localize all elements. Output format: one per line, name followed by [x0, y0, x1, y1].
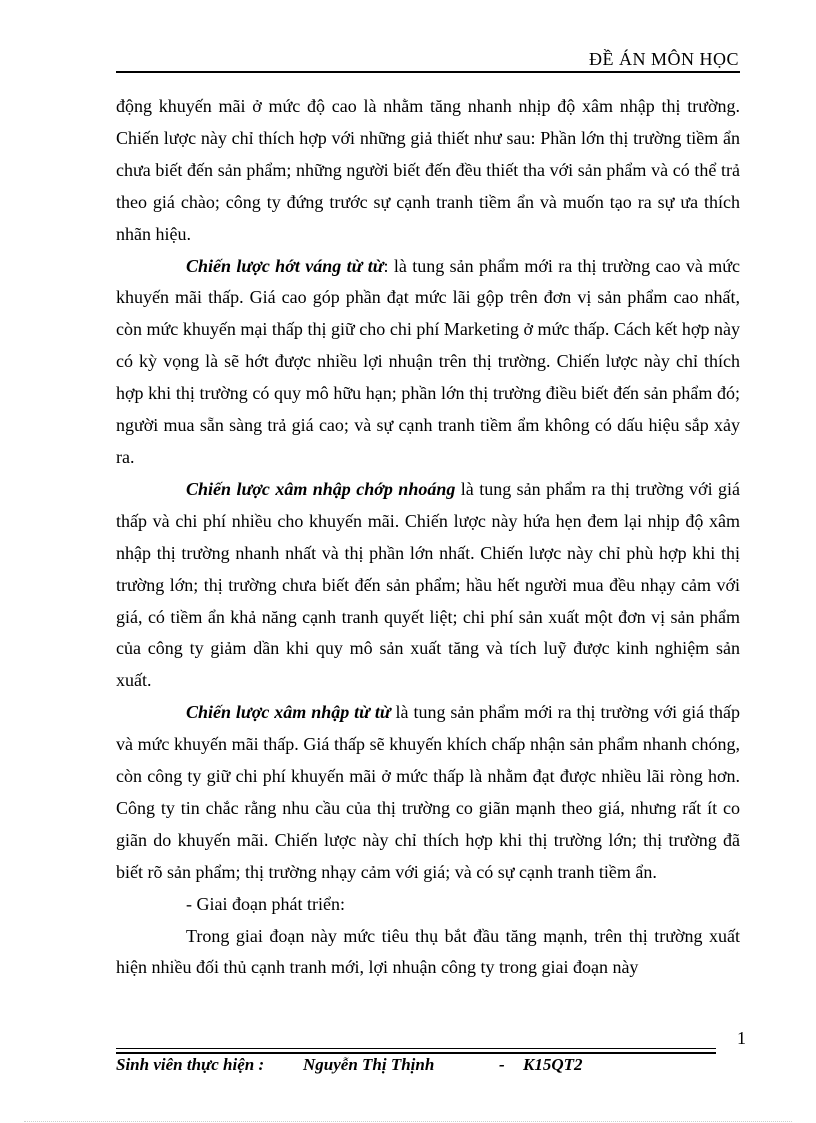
- paragraph: [116, 697, 740, 888]
- strategy-heading: Chiến lược xâm nhập chớp nhoáng: [186, 478, 456, 499]
- student-name: Nguyễn Thị Thịnh: [303, 1055, 435, 1074]
- paragraph: [116, 921, 740, 985]
- paragraph-text: : là tung sản phẩm mới ra thị trường cao và mức khuyến mãi thấp. Giá cao góp phần đạt mức lãi gộp trên đơn vị sản phẩm cao nhất, còn mức khuyến mại thấp thị giữ cho chi phí Marketing ở mức thấp. Cách kết hợp này có kỳ vọng là sẽ hớt được nhiều lợi nhuận trên thị trường. Chiến lược này chỉ thích hợp khi thị trường có quy mô hữu hạn; phần lớn thị trường điều biết đến sản phẩm đó; người mua sẵn sàng trả giá cao; và sự cạnh tranh tiềm ẩm không có dấu hiệu sắp xảy ra.: [116, 255, 740, 467]
- header-rule: [116, 71, 740, 73]
- page-number: 1: [737, 1028, 746, 1048]
- paragraph: [116, 251, 740, 474]
- footer-label: Sinh viên thực hiện :: [116, 1055, 265, 1074]
- stage-heading: [116, 889, 740, 921]
- class-code: K15QT2: [523, 1055, 583, 1074]
- footer-dash: -: [499, 1055, 505, 1074]
- footer-rule: [116, 1052, 716, 1054]
- footer-rule: [116, 1048, 716, 1049]
- paragraph-text: là tung sản phẩm ra thị trường với giá thấp và chi phí nhiều cho khuyến mãi. Chiến lược này hứa hẹn đem lại nhịp độ xâm nhập thị trường nhanh nhất và thị phần lớn nhất. Chiến lược này chỉ phù hợp khi thị trường lớn; thị trường chưa biết đến sản phẩm; hầu hết người mua đều nhạy cảm với giá, có tiềm ẩn khả năng cạnh tranh quyết liệt; chi phí sản xuất một đơn vị sản phẩm của công ty giảm dần khi quy mô sản xuất tăng và tích luỹ được kinh nghiệm sản xuất.: [116, 478, 740, 691]
- paragraph-text: Trong giai đoạn này mức tiêu thụ bắt đầu tăng mạnh, trên thị trường xuất hiện nhiều đối thủ cạnh tranh mới, lợi nhuận công ty trong giai đoạn này: [116, 925, 740, 978]
- paragraph: [116, 91, 740, 251]
- document-body: [116, 91, 740, 984]
- header-title: ĐỀ ÁN MÔN HỌC: [589, 49, 739, 69]
- paragraph-text: động khuyến mãi ở mức độ cao là nhằm tăng nhanh nhịp độ xâm nhập thị trường. Chiến lược này chỉ thích hợp với những giả thiết như sau: Phần lớn thị trường tiềm ẩn chưa biết đến sản phẩm; những người biết đến đều thiết tha với sản phẩm và có thể trả theo giá chào; công ty đứng trước sự cạnh tranh tiềm ẩn và muốn tạo ra sự ưa thích nhãn hiệu.: [116, 96, 740, 244]
- paragraph-text: - Giai đoạn phát triển:: [186, 893, 345, 914]
- paragraph: [116, 474, 740, 697]
- paragraph-text: là tung sản phẩm mới ra thị trường với giá thấp và mức khuyến mãi thấp. Giá thấp sẽ khuyến khích chấp nhận sản phẩm nhanh chóng, còn công ty giữ chi phí khuyến mãi ở mức thấp là nhằm đạt được nhiều lãi ròng hơn. Công ty tin chắc rằng nhu cầu của thị trường co giãn mạnh theo giá, nhưng rất ít co giãn do khuyến mãi. Chiến lược này chỉ thích hợp khi thị trường lớn; thị trường đã biết rõ sản phẩm; thị trường nhạy cảm với giá; và có sự cạnh tranh tiềm ẩn.: [116, 702, 740, 882]
- strategy-heading: Chiến lược hớt váng từ từ: [186, 255, 384, 276]
- strategy-heading: Chiến lược xâm nhập từ từ: [186, 702, 391, 723]
- footer: [116, 1055, 583, 1075]
- page-bottom-border: [24, 1121, 792, 1122]
